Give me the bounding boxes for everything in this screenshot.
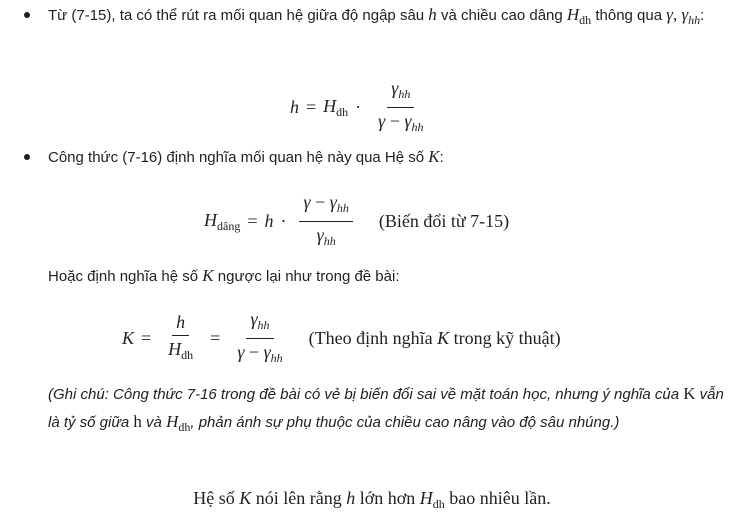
equation-1-fraction: $\frac{\gamma_{hh}}{\gamma - \gamma_{hh}}$ [378, 78, 424, 134]
item1-text-mid: và chiều cao dâng [436, 7, 567, 24]
note-paragraph: (Ghi chú: Công thức 7-16 trong đề bài có vẻ bị biến đổi sai về mặt toán học, nhưng ý nghĩa của K vẫn là tỷ số giữa h và $H_{dh}$, phản ánh sự phụ thuộc của chiều cao nâng vào độ sâu nhúng.) [48, 384, 724, 434]
var-h: h [428, 5, 437, 24]
item2-text: Công thức (7-16) định nghĩa mối quan hệ này qua Hệ số [48, 149, 429, 166]
var-gamma: γ [666, 5, 673, 24]
equation-3-remark: (Theo định nghĩa K trong kỹ thuật) [308, 328, 561, 348]
var-Hdh: $H_{dh}$ [566, 5, 592, 27]
para3-text-pre: Hoặc định nghĩa hệ số [48, 268, 203, 285]
equation-2-fraction: $\frac{\gamma - \gamma_{hh}}{\gamma_{hh}}$ [299, 192, 352, 251]
conclusion-line: Hệ số K nói lên rằng h lớn hơn $H_{dh}$ bao nhiêu lần. [193, 488, 551, 511]
item1-text-post: thông qua [591, 7, 667, 24]
paragraph-inverse-definition: Hoặc định nghĩa hệ số K ngược lại như trong đề bài: [48, 266, 400, 285]
bullet-item-2: Công thức (7-16) định nghĩa mối quan hệ này qua Hệ số K: [20, 144, 720, 171]
equation-3-fraction-2: $\frac{\gamma_{hh}}{\gamma - \gamma_{hh}}$ [237, 309, 283, 365]
equation-2: $H_{dâng}$ = h · $\frac{\gamma - \gamma_{hh}}{\gamma_{hh}}$ (Biến đổi từ 7-15) [204, 192, 509, 251]
equation-1: h = $H_{dh}$ · $\frac{\gamma_{hh}}{\gamma - \gamma_{hh}}$ [290, 78, 434, 137]
var-K: K [428, 147, 440, 166]
item1-text-pre: Từ (7-15), ta có thể rút ra mối quan hệ giữa độ ngập sâu [48, 7, 429, 24]
para3-text-post: ngược lại như trong đề bài: [213, 268, 400, 285]
equation-2-remark: (Biến đổi từ 7-15) [378, 211, 510, 231]
bullet-item-1: Từ (7-15), ta có thể rút ra mối quan hệ giữa độ ngập sâu h và chiều cao dâng $H_{dh}$ thông qua γ, $\gamma_{hh}$: [20, 2, 720, 33]
equation-3: K = $\frac{h}{H_{dh}}$ = $\frac{\gamma_{hh}}{\gamma - \gamma_{hh}}$ (Theo định nghĩa K trong kỹ thuật) [122, 309, 561, 368]
var-gamma-hh: $\gamma_{hh}$ [681, 5, 701, 27]
equation-3-fraction-1: $\frac{h}{H_{dh}}$ [168, 312, 194, 362]
